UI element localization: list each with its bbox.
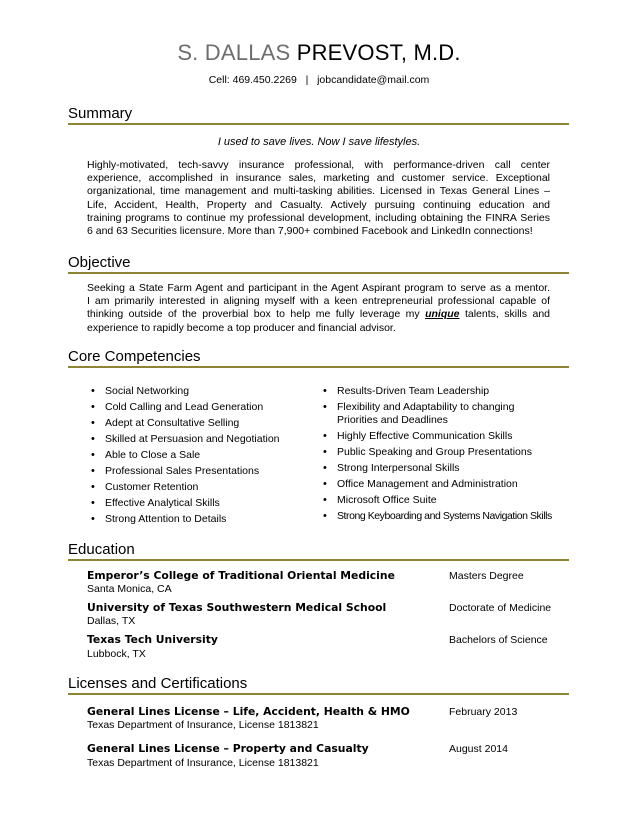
competency-item: • Public Speaking and Group Presentations	[320, 446, 575, 459]
degree: Bachelors of Science	[449, 634, 548, 646]
school-name: Texas Tech University	[87, 633, 218, 646]
objective-line: I am primarily interested in aligning myself with a keen entrepreneurial professional capable of	[87, 295, 550, 308]
competency-item: • Office Management and Administration	[320, 478, 575, 491]
competency-item: • Cold Calling and Lead Generation	[88, 401, 318, 414]
license-name: General Lines License – Property and Casualty	[87, 742, 369, 755]
contact-line: Cell: 469.450.2269 | jobcandidate@mail.com	[208, 74, 430, 86]
education-heading: Education	[68, 541, 135, 558]
competency-item: • Professional Sales Presentations	[88, 465, 318, 478]
degree: Masters Degree	[449, 570, 524, 582]
competency-item: • Social Networking	[88, 385, 318, 398]
license-detail: Texas Department of Insurance, License 1813821	[87, 757, 319, 769]
competency-item: • Results-Driven Team Leadership	[320, 385, 575, 398]
summary-line: training programs to continue my professional development, including obtaining the FINRA Series	[87, 211, 550, 224]
objective-rule	[68, 272, 569, 274]
summary-rule	[68, 123, 569, 125]
license-date: August 2014	[449, 743, 508, 755]
objective-line: Seeking a State Farm Agent and participant in the Agent Aspirant program to serve as a mentor.	[87, 282, 550, 294]
candidate-name	[0, 40, 638, 66]
competency-item: • Strong Attention to Details	[88, 513, 318, 526]
summary-paragraph	[87, 159, 550, 238]
summary-line: Life, Accident, Health, Property and Casualty. Actively pursuing continuing education and	[87, 198, 550, 211]
competency-item: • Able to Close a Sale	[88, 449, 318, 462]
unique-emphasis: unique	[425, 308, 460, 321]
competency-item: • Adept at Consultative Selling	[88, 417, 318, 430]
summary-tagline: I used to save lives. Now I save lifestyles.	[217, 136, 421, 148]
competency-item: • Strong Interpersonal Skills	[320, 462, 575, 475]
objective-heading: Objective	[68, 254, 131, 271]
objective-paragraph	[87, 282, 550, 335]
competencies-left-list	[88, 385, 318, 529]
license-date: February 2013	[449, 706, 518, 718]
school-location: Lubbock, TX	[87, 648, 146, 660]
license-name: General Lines License – Life, Accident, Health & HMO	[87, 705, 410, 718]
competency-item: • Strong Keyboarding and Systems Navigation Skills	[320, 510, 575, 523]
summary-line: experience, accomplished in insurance sales, marketing and customer service. Exceptional	[87, 172, 550, 185]
degree: Doctorate of Medicine	[449, 602, 552, 614]
competencies-right-list	[320, 385, 575, 526]
school-location: Santa Monica, CA	[87, 583, 172, 595]
licenses-heading: Licenses and Certifications	[68, 675, 248, 692]
competency-item: • Skilled at Persuasion and Negotiation	[88, 433, 318, 446]
school-name: Emperor’s College of Traditional Oriental Medicine	[87, 569, 395, 582]
competency-item: • Microsoft Office Suite	[320, 494, 575, 507]
school-name: University of Texas Southwestern Medical School	[87, 601, 387, 614]
summary-line: Highly-motivated, tech-savvy insurance professional, with performance-driven call center	[87, 159, 550, 171]
competency-item: • Customer Retention	[88, 481, 318, 494]
education-rule	[68, 559, 569, 561]
objective-line: experience to rapidly become a top producer and financial advisor.	[87, 321, 396, 334]
competency-item: • Effective Analytical Skills	[88, 497, 318, 510]
competency-item: • Flexibility and Adaptability to changing Priorities and Deadlines	[320, 401, 575, 427]
name-first: S. DALLAS	[177, 40, 291, 65]
objective-text: thinking outside of the proverbial box to help me fully leverage my	[87, 308, 426, 321]
name-rest: PREVOST, M.D.	[290, 40, 461, 65]
competency-item: • Highly Effective Communication Skills	[320, 430, 575, 443]
summary-line: 6 and 63 Securities licensure. More than 7,900+ combined Facebook and LinkedIn connections!	[87, 225, 533, 238]
licenses-rule	[68, 693, 569, 695]
summary-heading: Summary	[68, 105, 133, 122]
competencies-heading: Core Competencies	[68, 348, 201, 365]
license-detail: Texas Department of Insurance, License 1813821	[87, 719, 319, 731]
objective-line	[87, 308, 550, 321]
summary-line: organizational, time management and multi-tasking abilities. Licensed in Texas General Lines –	[87, 185, 550, 198]
competencies-rule	[68, 366, 569, 368]
objective-text: talents, skills and	[459, 308, 550, 321]
school-location: Dallas, TX	[87, 615, 136, 627]
